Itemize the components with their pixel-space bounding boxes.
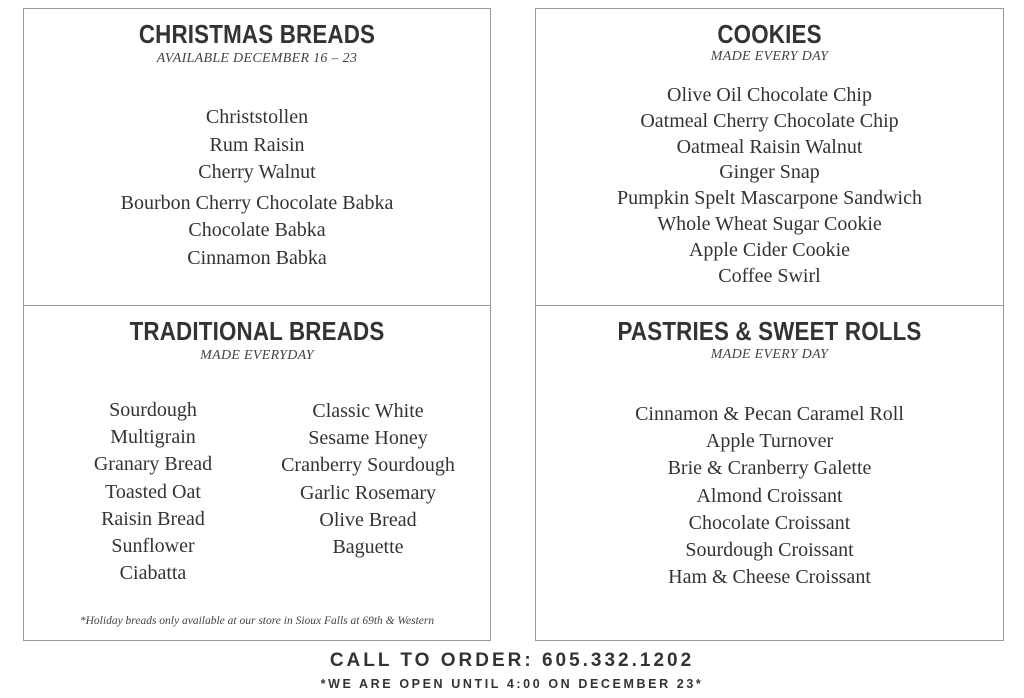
cookies-list (536, 83, 1003, 289)
call-to-order: CALL TO ORDER: 605.332.1202 (329, 650, 695, 671)
list-item: Chocolate Babka (188, 219, 326, 241)
list-item: Cranberry Sourdough (281, 454, 455, 477)
list-item: Toasted Oat (105, 480, 201, 503)
holiday-note: *Holiday breads only available at our store in Sioux Falls at 69th & Western (79, 615, 435, 627)
list-item: Classic White (312, 400, 424, 422)
list-item: Granary Bread (93, 453, 213, 476)
list-item: Raisin Bread (101, 507, 205, 530)
list-item: Coffee Swirl (718, 264, 821, 287)
list-item: Sourdough Croissant (685, 539, 854, 562)
pastries-title: PASTRIES & SWEET ROLLS (617, 316, 922, 346)
christmas-breads-subtitle: AVAILABLE DECEMBER 16 – 23 (156, 51, 358, 66)
list-item: Sunflower (111, 535, 195, 558)
list-item: Olive Oil Chocolate Chip (667, 84, 872, 106)
list-item: Ginger Snap (719, 161, 820, 184)
list-item: Cinnamon & Pecan Caramel Roll (635, 403, 904, 425)
list-item: Garlic Rosemary (299, 481, 437, 504)
pastries-panel (535, 305, 1004, 641)
list-item: Pumpkin Spelt Mascarpone Sandwich (617, 187, 922, 210)
list-item: Brie & Cranberry Galette (667, 457, 872, 480)
cookies-panel (535, 8, 1004, 306)
list-item: Sourdough (109, 399, 197, 421)
list-item: Cherry Walnut (198, 161, 316, 183)
traditional-breads-left-list (64, 397, 242, 587)
traditional-breads-panel (23, 305, 491, 641)
list-item: Baguette (332, 536, 404, 559)
list-item: Apple Cider Cookie (688, 238, 851, 261)
list-item: Rum Raisin (209, 133, 305, 156)
traditional-breads-title: TRADITIONAL BREADS (129, 316, 385, 346)
list-item: Apple Turnover (705, 430, 834, 453)
list-item: Oatmeal Cherry Chocolate Chip (640, 109, 899, 132)
list-item: Whole Wheat Sugar Cookie (657, 212, 882, 235)
christmas-breads-list (24, 104, 490, 272)
christmas-breads-title: CHRISTMAS BREADS (138, 19, 376, 49)
list-item: Oatmeal Raisin Walnut (676, 135, 863, 158)
pastries-list (536, 401, 1003, 591)
list-item: Cinnamon Babka (187, 246, 327, 269)
list-item: Almond Croissant (696, 484, 843, 507)
list-item: Sesame Honey (308, 427, 428, 450)
pastries-subtitle: MADE EVERY DAY (710, 347, 829, 362)
christmas-breads-panel (23, 8, 491, 306)
list-item: Multigrain (110, 426, 196, 449)
list-item: Chocolate Croissant (688, 511, 851, 534)
list-item: Bourbon Cherry Chocolate Babka (120, 191, 394, 214)
cookies-subtitle: MADE EVERY DAY (710, 49, 829, 64)
store-hours-note: *WE ARE OPEN UNTIL 4:00 ON DECEMBER 23* (320, 677, 704, 691)
list-item: Ham & Cheese Croissant (668, 566, 871, 589)
list-item: Olive Bread (319, 508, 417, 531)
list-item: Ciabatta (119, 562, 187, 585)
list-item: Christstollen (205, 106, 309, 128)
traditional-breads-subtitle: MADE EVERYDAY (200, 348, 314, 363)
cookies-title: COOKIES (717, 19, 822, 49)
traditional-breads-right-list (258, 398, 478, 561)
